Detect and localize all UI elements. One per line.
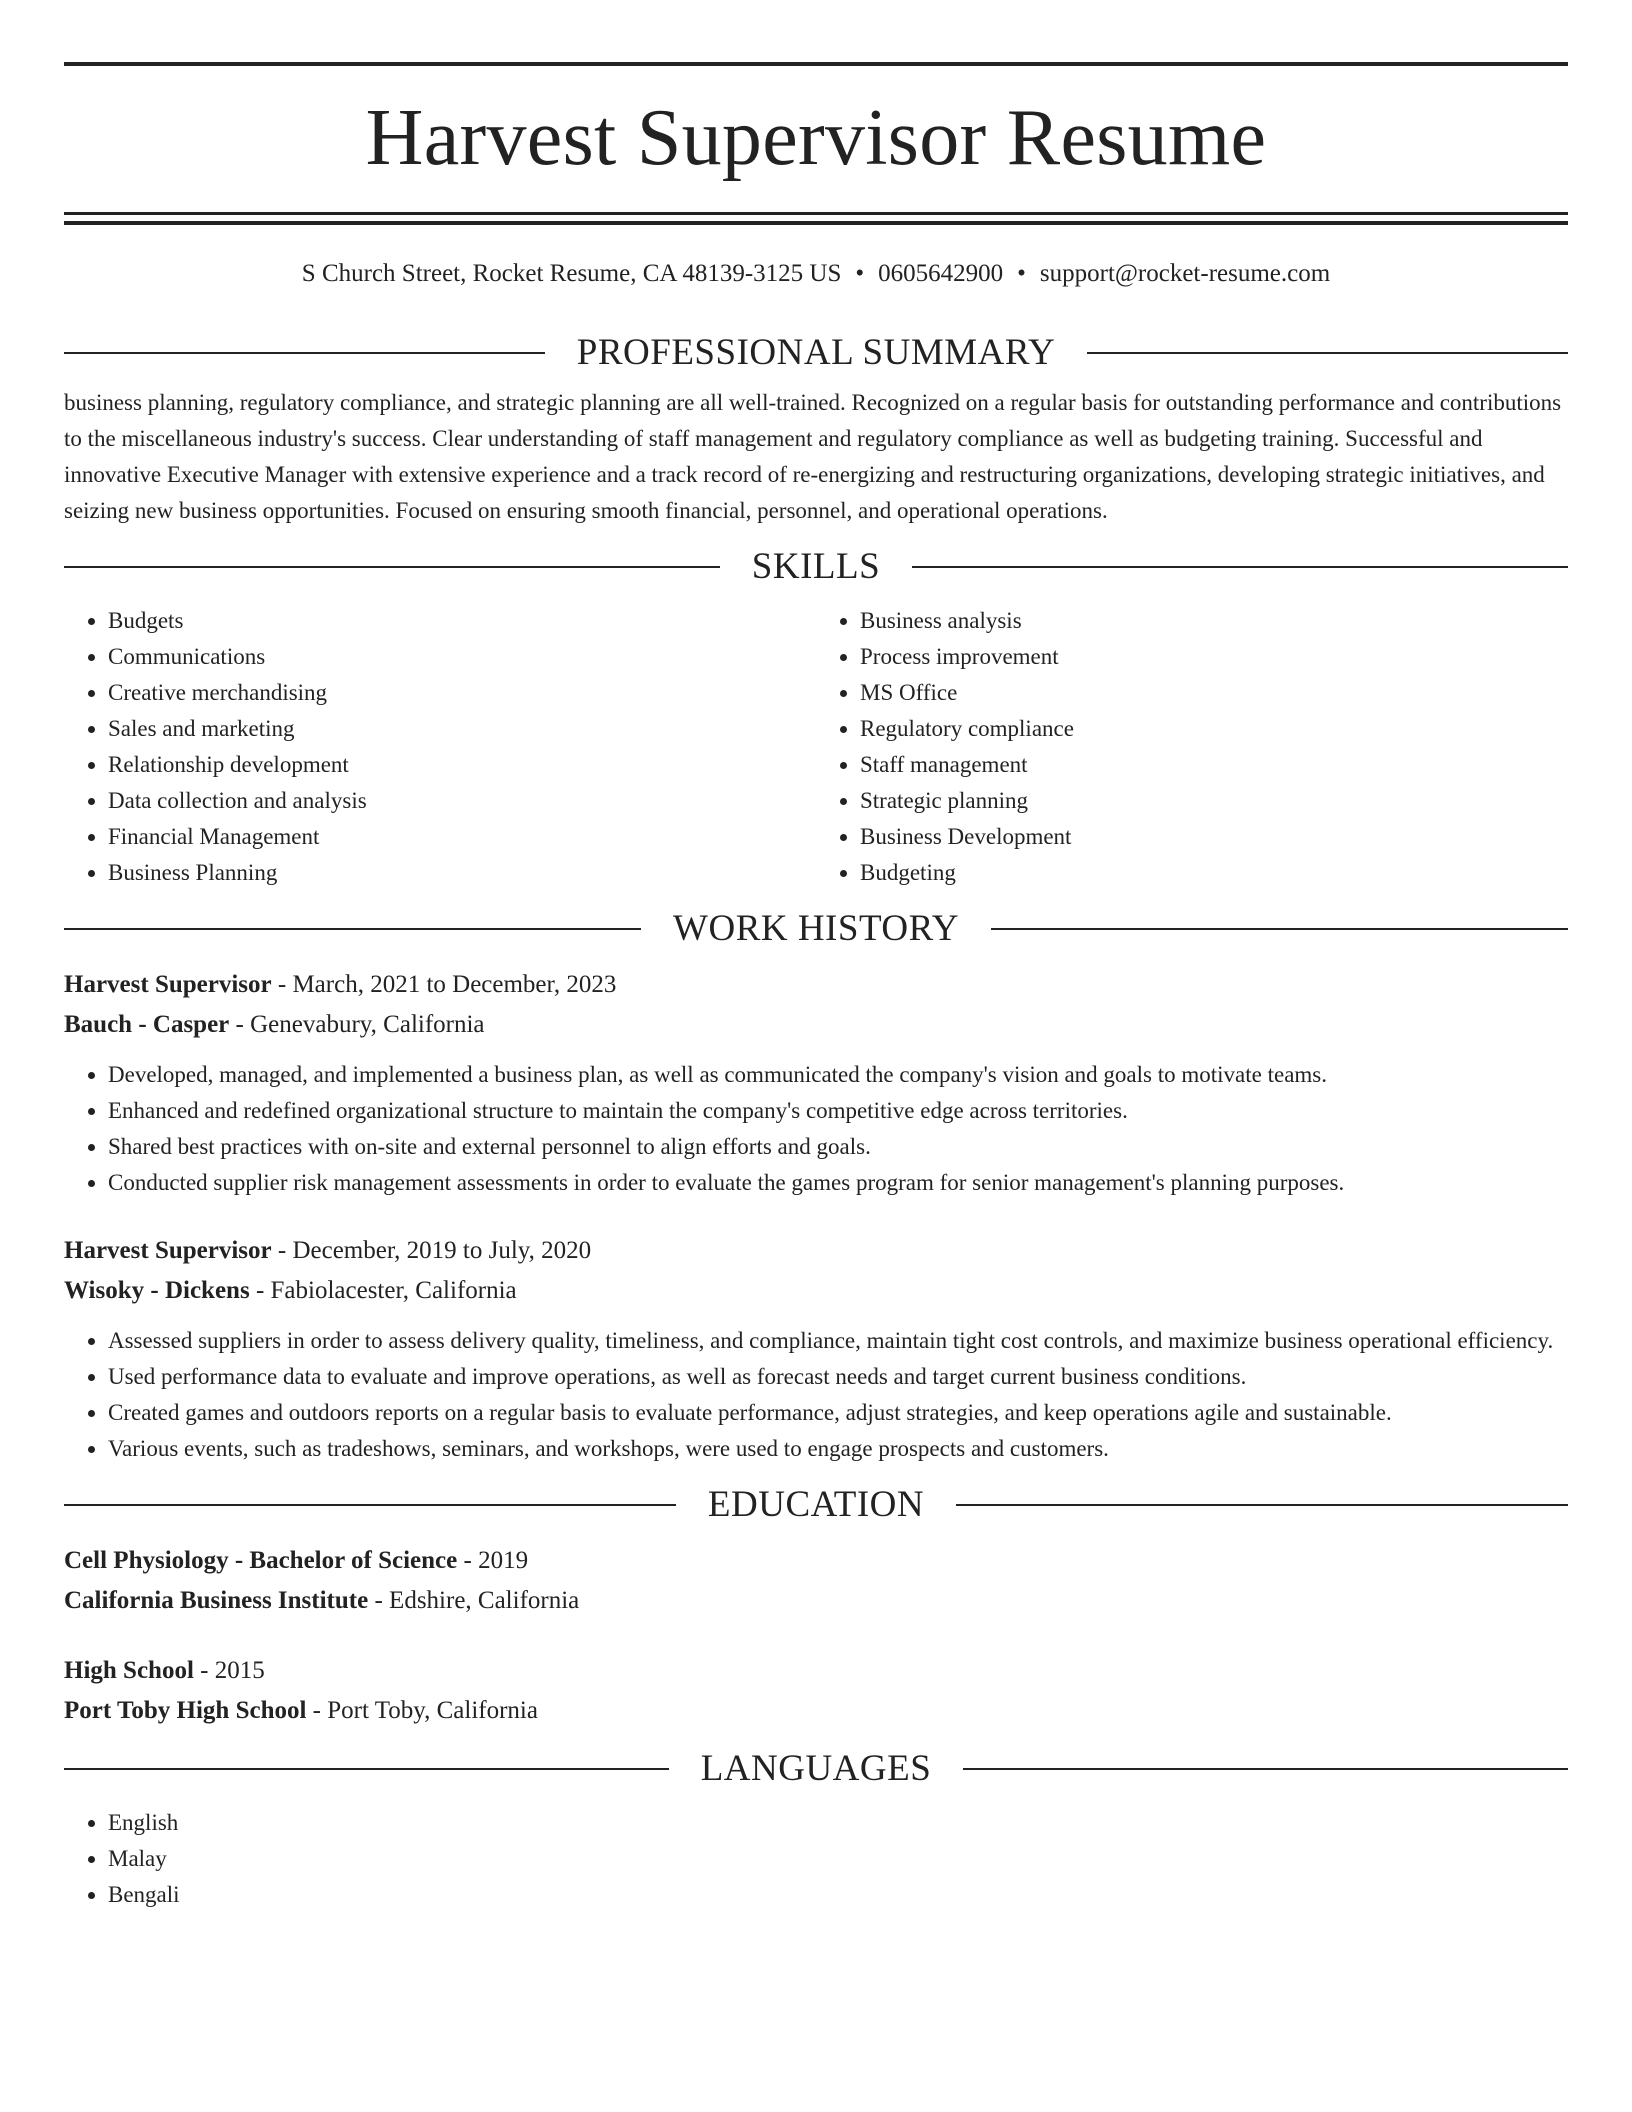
top-rule — [64, 62, 1568, 66]
job-company: Wisoky - Dickens — [64, 1277, 250, 1304]
job-title: Harvest Supervisor — [64, 1237, 272, 1264]
languages-list — [64, 1805, 1568, 1913]
divider — [64, 566, 720, 568]
section-work-header — [64, 907, 1568, 951]
section-education-header — [64, 1483, 1568, 1527]
skill-item: • Process improvement — [860, 639, 1568, 675]
divider — [64, 352, 545, 354]
skill-item: • Sales and marketing — [108, 711, 816, 747]
divider — [963, 1768, 1568, 1770]
job-bullet: • Shared best practices with on-site and external personnel to align efforts and goals. — [108, 1129, 1568, 1165]
skills-right-column — [816, 603, 1568, 891]
skill-item: • Staff management — [860, 747, 1568, 783]
education-year: - 2015 — [193, 1657, 265, 1684]
skill-item: • Business analysis — [860, 603, 1568, 639]
skill-item: • Business Development — [860, 819, 1568, 855]
summary-text: business planning, regulatory compliance, and strategic planning are all well-trained. Recognized on a regular basis for outstanding performance and contributions to the miscellaneous industry's success. Clear understanding of staff management and regulatory compliance as well as budgeting training. Successful and innovative Executive Manager with extensive experience and a track record of re-energizing and restructuring organizations, developing strategic initiatives, and seizing new business opportunities. Focused on ensuring smooth financial, personnel, and operational operations. — [64, 390, 1562, 523]
job-bullets — [64, 1057, 1568, 1201]
education-degree: High School — [64, 1657, 194, 1684]
job-title-line — [64, 1231, 1568, 1271]
education-school-line — [64, 1691, 1568, 1731]
job-bullet: • Developed, managed, and implemented a business plan, as well as communicated the company's vision and goals to motivate teams. — [108, 1057, 1568, 1093]
job-bullet: • Conducted supplier risk management assessments in order to evaluate the games program for senior management's planning purposes. — [108, 1165, 1568, 1201]
education-year: - 2019 — [457, 1547, 529, 1574]
section-education-title: EDUCATION — [707, 1484, 925, 1525]
title-double-rule — [64, 212, 1568, 225]
job-title-line — [64, 965, 1568, 1005]
skill-item: • Data collection and analysis — [108, 783, 816, 819]
contact-line — [64, 257, 1568, 291]
job-company-line — [64, 1005, 1568, 1045]
job-bullet: • Used performance data to evaluate and improve operations, as well as forecast needs and target current business conditions. — [108, 1359, 1568, 1395]
job-bullets — [64, 1323, 1568, 1467]
job-bullet: • Enhanced and redefined organizational structure to maintain the company's competitive edge across territories. — [108, 1093, 1568, 1129]
skill-item: • Financial Management — [108, 819, 816, 855]
skills-list-right — [816, 603, 1568, 891]
job-bullet: • Assessed suppliers in order to assess delivery quality, timeliness, and compliance, maintain tight cost controls, and maximize business operational efficiency. — [108, 1323, 1568, 1359]
education-entry — [64, 1651, 1568, 1731]
education-entry — [64, 1541, 1568, 1621]
divider — [912, 566, 1568, 568]
section-summary-title: PROFESSIONAL SUMMARY — [576, 332, 1056, 373]
divider — [64, 928, 641, 930]
skills-list-left — [64, 603, 816, 891]
job-bullet: • Various events, such as tradeshows, seminars, and workshops, were used to engage prospects and customers. — [108, 1431, 1568, 1467]
section-work-title: WORK HISTORY — [673, 908, 959, 949]
skills-columns — [64, 603, 1568, 891]
skill-item: • Business Planning — [108, 855, 816, 891]
divider — [991, 928, 1568, 930]
job-dates: - March, 2021 to December, 2023 — [271, 971, 617, 998]
job-dates: - December, 2019 to July, 2020 — [271, 1237, 592, 1264]
language-item: • English — [108, 1805, 1568, 1841]
contact-address: S Church Street, Rocket Resume, CA 48139-3125 US — [301, 260, 842, 287]
education-location: - Port Toby, California — [306, 1697, 538, 1724]
job-title: Harvest Supervisor — [64, 971, 272, 998]
divider — [956, 1504, 1568, 1506]
job-location: - Genevabury, California — [229, 1011, 485, 1038]
skill-item: • Budgeting — [860, 855, 1568, 891]
skill-item: • MS Office — [860, 675, 1568, 711]
job-bullet: • Created games and outdoors reports on a regular basis to evaluate performance, adjust strategies, and keep operations agile and sustainable. — [108, 1395, 1568, 1431]
section-languages-header — [64, 1747, 1568, 1791]
contact-phone: 0605642900 — [878, 260, 1004, 287]
language-item: • Malay — [108, 1841, 1568, 1877]
education-school: Port Toby High School — [64, 1697, 307, 1724]
job-company: Bauch - Casper — [64, 1011, 230, 1038]
job-company-line — [64, 1271, 1568, 1311]
section-skills-title: SKILLS — [751, 546, 881, 587]
job-entry — [64, 1231, 1568, 1467]
skill-item: • Creative merchandising — [108, 675, 816, 711]
page-title: Harvest Supervisor Resume — [365, 94, 1267, 182]
contact-email: support@rocket-resume.com — [1039, 260, 1331, 287]
job-entry — [64, 965, 1568, 1201]
skill-item: • Relationship development — [108, 747, 816, 783]
education-degree: Cell Physiology - Bachelor of Science — [64, 1547, 458, 1574]
divider — [64, 1504, 676, 1506]
divider — [1087, 352, 1568, 354]
education-school-line — [64, 1581, 1568, 1621]
language-item: • Bengali — [108, 1877, 1568, 1913]
skill-item: • Regulatory compliance — [860, 711, 1568, 747]
education-degree-line — [64, 1651, 1568, 1691]
job-location: - Fabiolacester, California — [249, 1277, 517, 1304]
section-skills-header — [64, 545, 1568, 589]
divider — [64, 1768, 669, 1770]
education-degree-line — [64, 1541, 1568, 1581]
bullet-separator: • — [855, 260, 865, 287]
skills-left-column — [64, 603, 816, 891]
skill-item: • Communications — [108, 639, 816, 675]
section-languages-title: LANGUAGES — [700, 1748, 932, 1789]
education-school: California Business Institute — [64, 1587, 369, 1614]
bullet-separator: • — [1017, 260, 1026, 287]
section-summary-header — [64, 331, 1568, 375]
skill-item: • Strategic planning — [860, 783, 1568, 819]
education-location: - Edshire, California — [368, 1587, 580, 1614]
skill-item: • Budgets — [108, 603, 816, 639]
